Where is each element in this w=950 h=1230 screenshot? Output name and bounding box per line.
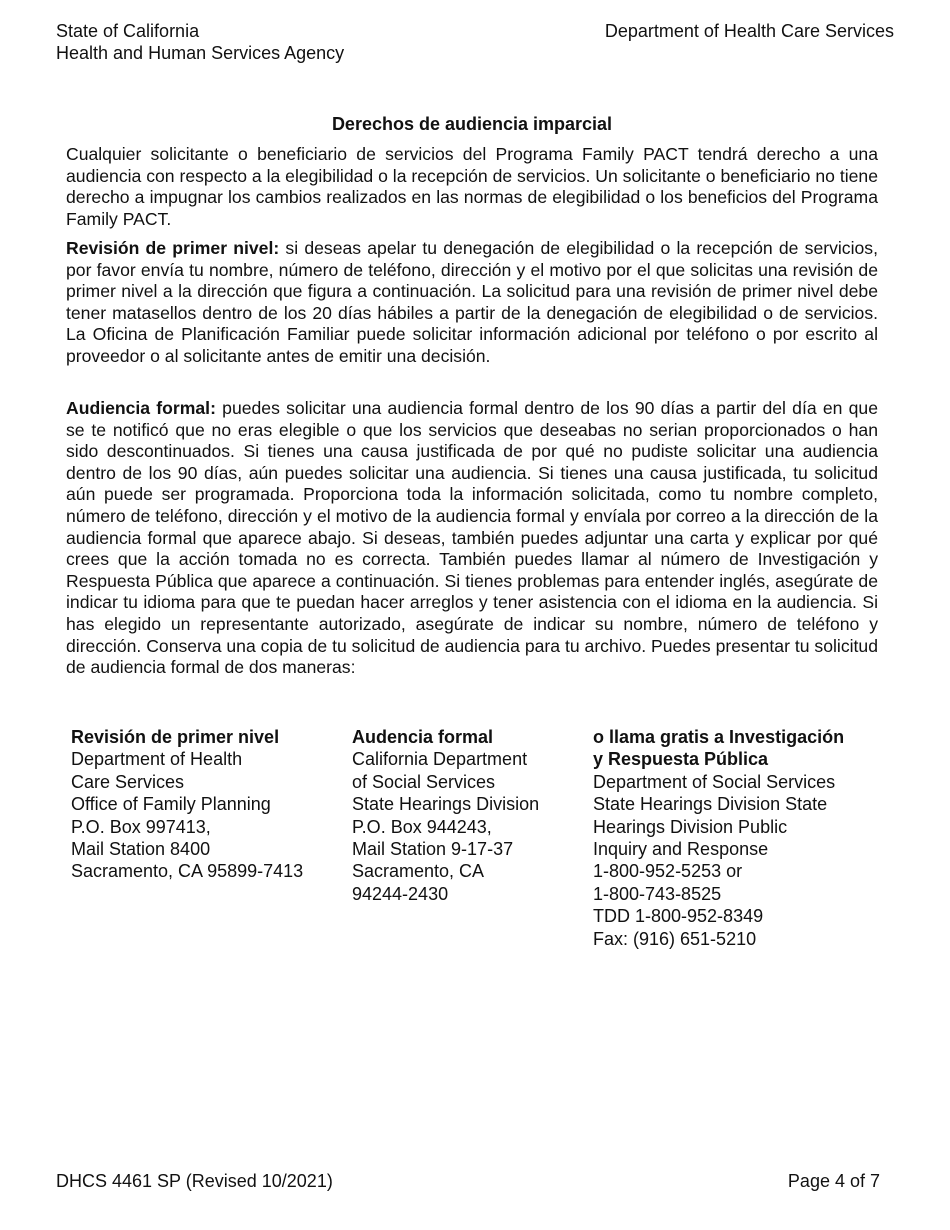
address-line: of Social Services: [352, 771, 496, 792]
first-level-address-block: [71, 726, 331, 883]
formal-hearing-text: puedes solicitar una audiencia formal dentro de los 90 días a partir del día en que se te notificó que no eras elegible o que los servicios que deseabas no serian proporcionados o han sido descontinuados. Si tienes una causa justificada de por qué no pudiste solicitar una audiencia dentro de los 90 días, aún puedes solicitar una audiencia. Si tienes una causa justificada, tu solicitud aún puede ser programada. Proporciona toda la información solicitada, como tu nombre completo, número de teléfono, dirección y el motivo de la audiencia formal y envíala por correo a la dirección de la audiencia formal que aparece abajo. Si deseas, también puedes adjuntar una carta y explicar por qué crees que la acción tomada no es correcta. También puedes llamar al número de Investigación y Respuesta Pública que aparece a continuación. Si tienes problemas para entender inglés, asegúrate de indicar tu idioma para que te puedan hacer arreglos y tener asistencia con el idioma en la audiencia. Si has elegido un representante autorizado, asegúrate de indicar su nombre, número de teléfono y dirección. Conserva una copia de tu solicitud de audiencia para tu archivo. Puedes presentar tu solicitud de audiencia formal de dos maneras:: [66, 398, 878, 678]
formal-hearing-paragraph: [66, 398, 878, 679]
contact-line: Hearings Division Public: [593, 816, 788, 837]
formal-hearing-label: Audiencia formal:: [66, 398, 216, 418]
agency-header: [56, 20, 344, 64]
address-line: Office of Family Planning: [71, 794, 271, 815]
formal-hearing-address-heading: Audencia formal: [352, 727, 494, 747]
address-line: Mail Station 8400: [71, 839, 211, 860]
address-line: P.O. Box 997413,: [71, 816, 211, 837]
address-line: State Hearings Division: [352, 794, 540, 815]
department-name: Department of Health Care Services: [604, 21, 894, 41]
tdd-number: TDD 1-800-952-8349: [593, 906, 764, 927]
address-line: P.O. Box 944243,: [352, 816, 492, 837]
public-inquiry-contact-block: [593, 726, 873, 950]
phone-number: 1-800-952-5253 or: [593, 861, 743, 882]
address-line: Department of Health: [71, 749, 243, 770]
phone-number: 1-800-743-8525: [593, 883, 722, 904]
state-name: State of California: [56, 21, 200, 41]
address-line: Sacramento, CA 95899-7413: [71, 861, 304, 882]
page-title: Derechos de audiencia imparcial: [331, 114, 613, 134]
contact-line: State Hearings Division State: [593, 794, 828, 815]
address-line: Mail Station 9-17-37: [352, 839, 514, 860]
contact-line: Department of Social Services: [593, 771, 836, 792]
fax-number: Fax: (916) 651-5210: [593, 928, 757, 949]
contact-line: Inquiry and Response: [593, 839, 769, 860]
first-level-label: Revisión de primer nivel:: [66, 238, 280, 258]
formal-hearing-address-block: [352, 726, 582, 905]
agency-name: Health and Human Services Agency: [56, 43, 345, 63]
form-id: DHCS 4461 SP (Revised 10/2021): [56, 1171, 333, 1191]
first-level-address-heading: Revisión de primer nivel: [71, 727, 280, 747]
first-level-review-paragraph: [66, 238, 878, 368]
intro-text: Cualquier solicitante o beneficiario de servicios del Programa Family PACT tendrá derecho a una audiencia con respecto a la elegibilidad o la recepción de servicios. Un solicitante o beneficiario no tiene derecho a impugnar los cambios realizados en las normas de elegibilidad o los beneficios del Programa Family PACT.: [66, 144, 878, 229]
address-line: Care Services: [71, 771, 185, 792]
public-inquiry-heading: o llama gratis a Investigación: [593, 727, 845, 747]
public-inquiry-heading: y Respuesta Pública: [593, 749, 769, 770]
address-line: Sacramento, CA: [352, 861, 485, 882]
address-line: 94244-2430: [352, 883, 449, 904]
page-number: Page 4 of 7: [787, 1171, 880, 1191]
intro-paragraph: [66, 144, 878, 230]
address-line: California Department: [352, 749, 528, 770]
first-level-text: si deseas apelar tu denegación de elegibilidad o la recepción de servicios, por favor envía tu nombre, número de teléfono, dirección y el motivo por el que solicitas una revisión de primer nivel a la dirección que figura a continuación. La solicitud para una revisión de primer nivel debe tener matasellos dentro de los 20 días hábiles a partir de la denegación de elegibilidad o de servicios. La Oficina de Planificación Familiar puede solicitar información adicional por teléfono o por escrito al proveedor o al solicitante antes de emitir una decisión.: [66, 238, 878, 366]
